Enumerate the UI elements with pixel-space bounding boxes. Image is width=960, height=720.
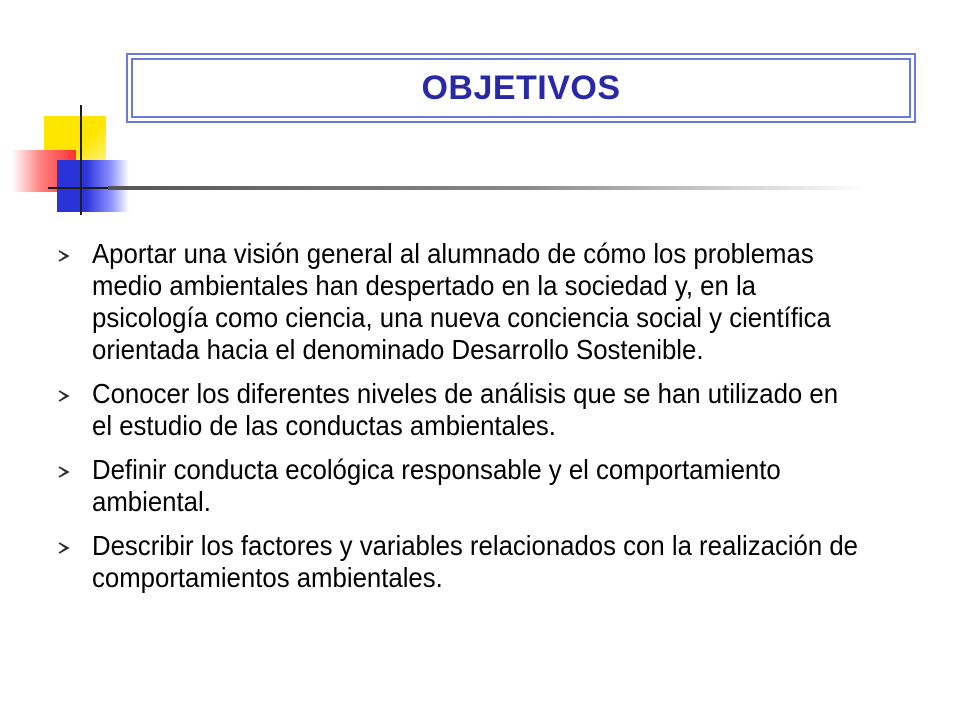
slide-title: OBJETIVOS — [421, 68, 621, 107]
objective-text: Definir conducta ecológica responsable y el comportamiento ambiental. — [92, 454, 781, 517]
list-item — [58, 454, 928, 518]
list-item — [58, 530, 928, 594]
decorative-short-line — [48, 187, 108, 189]
list-item — [58, 378, 928, 442]
list-item — [58, 238, 928, 366]
objective-text: Aportar una visión general al alumnado de cómo los problemas medio ambientales han despertado en la sociedad y, en la psicología como ciencia, una nueva conciencia social y científica orientada hacia el denominado Desarrollo Sostenible. — [92, 238, 831, 365]
arrowhead-bullet-icon — [58, 454, 92, 490]
objective-text: Describir los factores y variables relacionados con la realización de comportamientos ambientales. — [92, 530, 859, 593]
objective-text: Conocer los diferentes niveles de análisis que se han utilizado en el estudio de las conductas ambientales. — [92, 378, 839, 441]
arrowhead-bullet-icon — [58, 238, 92, 274]
title-box-inner — [131, 58, 911, 118]
title-box — [126, 53, 916, 123]
decorative-vertical-line — [80, 105, 82, 215]
arrowhead-bullet-icon — [58, 530, 92, 566]
arrowhead-bullet-icon — [58, 378, 92, 414]
title-underline-rule — [108, 186, 868, 190]
objectives-list — [58, 238, 928, 606]
